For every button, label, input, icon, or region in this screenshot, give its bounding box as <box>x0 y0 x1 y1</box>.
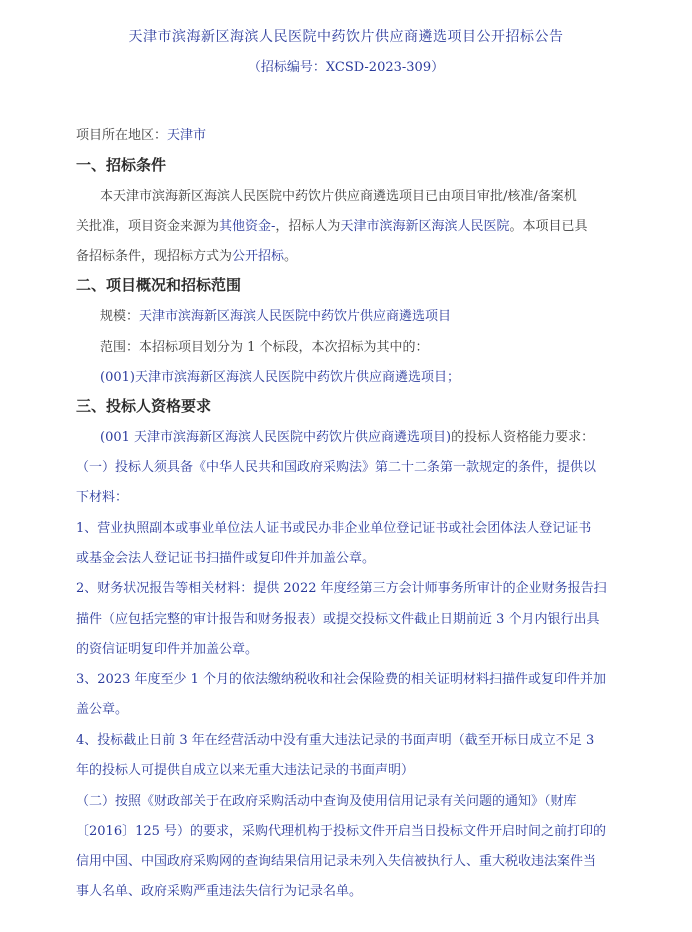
requirement-item-4: 4、投标截止日前 3 年在经营活动中没有重大违法记录的书面声明（截至开标日成立不足 3 <box>76 733 595 748</box>
paragraph-line: 关批准，项目资金来源为其他资金-，招标人为天津市滨海新区海滨人民医院。本项目已具 <box>76 219 588 234</box>
section-heading-3: 三、投标人资格要求 <box>76 397 212 415</box>
paragraph-line: （一）投标人须具备《中华人民共和国政府采购法》第二十二条第一款规定的条件，提供以 <box>76 460 597 475</box>
project-scope: 范围：本招标项目划分为 1 个标段，本次招标为其中的： <box>100 340 429 355</box>
paragraph-line: 下材料： <box>76 490 129 505</box>
requirement-item-2-cont: 的资信证明复印件并加盖公章。 <box>76 642 259 657</box>
scale-value: 天津市滨海新区海滨人民医院中药饮片供应商遴选项目 <box>139 309 452 324</box>
tender-method: 公开招标 <box>232 249 285 264</box>
section-heading-1: 一、招标条件 <box>76 156 167 174</box>
section-heading-2: 二、项目概况和招标范围 <box>76 276 242 294</box>
project-region <box>76 124 616 143</box>
paragraph-line: 本天津市滨海新区海滨人民医院中药饮片供应商遴选项目已由项目审批/核准/备案机 <box>100 189 577 204</box>
page-title: 天津市滨海新区海滨人民医院中药饮片供应商遴选项目公开招标公告 <box>128 29 564 45</box>
credit-requirement: （二）按照《财政部关于在政府采购活动中查询及使用信用记录有关问题的通知》（财库 <box>76 794 577 809</box>
requirement-item-1: 1、营业执照副本或事业单位法人证书或民办非企业单位登记证书或社会团体法人登记证书 <box>76 521 592 536</box>
lot-item: (001)天津市滨海新区海滨人民医院中药饮片供应商遴选项目； <box>100 370 460 385</box>
requirement-item-3: 3、2023 年度至少 1 个月的依法缴纳税收和社会保险费的相关证明材料扫描件或复印件并加 <box>76 672 607 687</box>
project-scale: 规模：天津市滨海新区海滨人民医院中药饮片供应商遴选项目 <box>100 309 452 324</box>
tender-number: （招标编号：XCSD-2023-309） <box>247 60 445 75</box>
credit-requirement-cont: 〔2016〕125 号）的要求，采购代理机构于投标文件开启当日投标文件开启时间之前打印的 <box>76 824 607 839</box>
requirement-item-3-cont: 盖公章。 <box>76 702 129 717</box>
region-value: 天津市 <box>167 128 207 143</box>
tenderer-name: 天津市滨海新区海滨人民医院 <box>340 219 510 234</box>
requirement-item-2-cont: 描件（应包括完整的审计报告和财务报表）或提交投标文件截止日期前近 3 个月内银行出具 <box>76 612 600 627</box>
region-label: 项目所在地区： <box>76 128 168 143</box>
credit-requirement-cont: 信用中国、中国政府采购网的查询结果信用记录未列入失信被执行人、重大税收违法案件当 <box>76 854 597 869</box>
requirement-item-1-cont: 或基金会法人登记证书扫描件或复印件并加盖公章。 <box>76 551 376 566</box>
requirement-item-4-cont: 年的投标人可提供自成立以来无重大违法记录的书面声明） <box>76 763 415 778</box>
paragraph-line: 备招标条件，现招标方式为公开招标。 <box>76 249 298 264</box>
credit-requirement-cont: 事人名单、政府采购严重违法失信行为记录名单。 <box>76 884 363 899</box>
qualification-intro: (001 天津市滨海新区海滨人民医院中药饮片供应商遴选项目)的投标人资格能力要求： <box>100 430 595 445</box>
requirement-item-2: 2、财务状况报告等相关材料：提供 2022 年度经第三方会计师事务所审计的企业财务报告扫 <box>76 581 607 596</box>
fund-source: 其他资金- <box>219 219 276 234</box>
